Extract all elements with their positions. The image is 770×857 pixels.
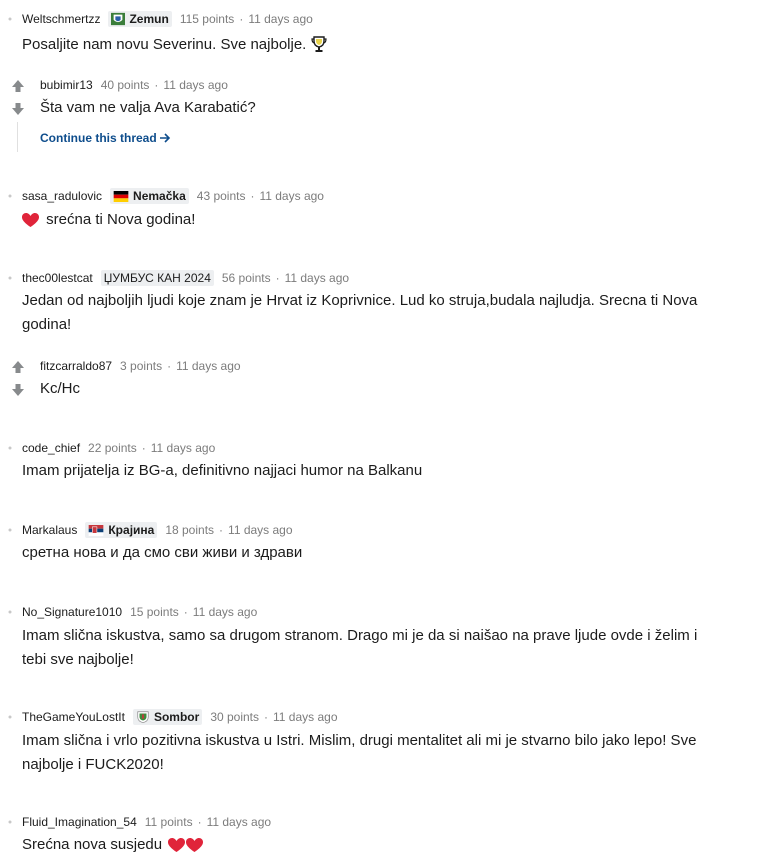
comment-text: Jedan od najboljih ljudi koje znam je Hrvat iz Koprivnice. Lud ko struja,budala najludja. Srecna ti Nova godina! [22,292,698,333]
comment-meta [40,76,228,94]
meta-separator: · [219,523,224,537]
comment-time[interactable]: 11 days ago [248,12,313,26]
collapse-dot-icon[interactable] [7,275,13,281]
comment-text: Imam slična iskustva, samo sa drugom stranom. Drago mi je da si naišao na prave ljude ovde i želim i tebi sve najbolje! [22,627,698,668]
comment-body [22,33,742,57]
comment-meta [22,10,313,28]
comment-meta [22,603,257,621]
meta-separator: · [197,815,202,829]
arrow-up-icon[interactable] [11,360,25,374]
comment-points: 30 points [210,710,260,724]
user-flair [108,11,171,27]
meta-separator: · [275,271,280,285]
comment-meta [22,187,324,205]
comment-time[interactable]: 11 days ago [284,271,350,285]
serbian-krajina-flag-icon [88,525,104,536]
meta-separator: · [239,12,244,26]
meta-separator: · [250,189,255,203]
comment-body [22,459,742,483]
meta-separator: · [183,605,188,619]
meta-separator: · [264,710,269,724]
comment-meta [22,521,293,539]
comment-text: Imam slična i vrlo pozitivna iskustva u Istri. Mislim, drugi mentalitet ali mi je stvarno bilo jako lepo! Sve najbolje i FUCK2020! [22,732,697,773]
collapse-dot-icon[interactable] [7,193,13,199]
comment-body [22,541,742,565]
comment-points: 40 points [100,78,150,92]
comment-points: 115 points [179,12,235,26]
comment-body [40,377,760,401]
comment-body [22,833,742,857]
comment-author[interactable]: TheGameYouLostIt [22,710,125,724]
comment-text: Kc/Hc [40,380,81,397]
germany-flag-icon [113,191,129,202]
flair-text: ЏУМБУС КАН 2024 [103,271,211,285]
meta-separator: · [167,359,172,373]
heart-icon [186,838,203,853]
comment-time[interactable]: 11 days ago [176,359,241,373]
flair-text: Zemun [129,12,169,26]
flair-text: Крајина [108,523,155,537]
comment-time[interactable]: 11 days ago [192,605,258,619]
collapse-dot-icon[interactable] [7,819,13,825]
comment-time[interactable]: 11 days ago [150,441,216,455]
user-flair [133,709,202,725]
comment-body [22,208,742,232]
comment-body [22,624,712,672]
arrow-up-icon[interactable] [11,79,25,93]
meta-separator: · [141,441,146,455]
arrow-right-icon [160,133,171,143]
comment-body [22,289,722,337]
comment-author[interactable]: Markalaus [22,523,78,537]
comment-meta [40,357,241,375]
collapse-dot-icon[interactable] [7,527,13,533]
comment-time[interactable]: 11 days ago [259,189,324,203]
arrow-down-icon[interactable] [11,383,25,397]
comment-points: 56 points [221,271,271,285]
comment-points: 11 points [144,815,193,829]
comment-meta [22,439,215,457]
comment-points: 43 points [196,189,246,203]
flair-text: Sombor [153,710,200,724]
comment-author[interactable]: No_Signature1010 [22,605,123,619]
comment-body [22,729,742,777]
comment-author[interactable]: thec00lestcat [22,271,93,285]
meta-separator: · [154,78,159,92]
comment-text: Šta vam ne valja Ava Karabatić? [40,99,256,116]
comment-author[interactable]: sasa_radulovic [22,189,103,203]
heart-icon [168,838,185,853]
coat-of-arms-icon [111,12,125,26]
user-flair [101,270,214,286]
comment-points: 22 points [88,441,137,455]
comment-author[interactable]: Fluid_Imagination_54 [22,815,137,829]
comment-author[interactable]: bubimir13 [40,78,93,92]
comment-time[interactable]: 11 days ago [206,815,272,829]
comment-text: сретна нова и да смо сви живи и здрави [22,544,303,561]
comment-points: 15 points [130,605,179,619]
comment-body [40,96,760,120]
comment-text: Posaljite nam novu Severinu. Sve najbolje. [22,36,307,53]
thread-line[interactable] [17,122,18,152]
heart-icon [22,213,39,228]
comment-text: Srećna nova susjedu [22,836,163,853]
comment-author[interactable]: fitzcarraldo87 [40,359,113,373]
comment-time[interactable]: 11 days ago [228,523,293,537]
coat-of-arms-icon [136,710,150,724]
user-flair [85,522,157,538]
comment-time[interactable]: 11 days ago [273,710,338,724]
comment-meta [22,813,271,831]
trophy-icon [311,36,327,54]
comment-author[interactable]: Weltschmertzz [22,12,101,26]
comment-text: Imam prijatelja iz BG-a, definitivno najjaci humor na Balkanu [22,462,423,479]
comment-author[interactable]: code_chief [22,441,81,455]
collapse-dot-icon[interactable] [7,16,13,22]
continue-thread-link[interactable] [40,130,171,146]
comment-meta [22,269,349,287]
user-flair [110,188,189,204]
collapse-dot-icon[interactable] [7,445,13,451]
arrow-down-icon[interactable] [11,102,25,116]
collapse-dot-icon[interactable] [7,609,13,615]
comment-points: 18 points [165,523,215,537]
comment-text: srećna ti Nova godina! [46,211,196,228]
comment-meta [22,708,338,726]
collapse-dot-icon[interactable] [7,714,13,720]
flair-text: Nemačka [133,189,186,203]
comment-points: 3 points [120,359,163,373]
comment-time[interactable]: 11 days ago [163,78,228,92]
continue-thread-label[interactable]: Continue this thread [40,131,157,145]
